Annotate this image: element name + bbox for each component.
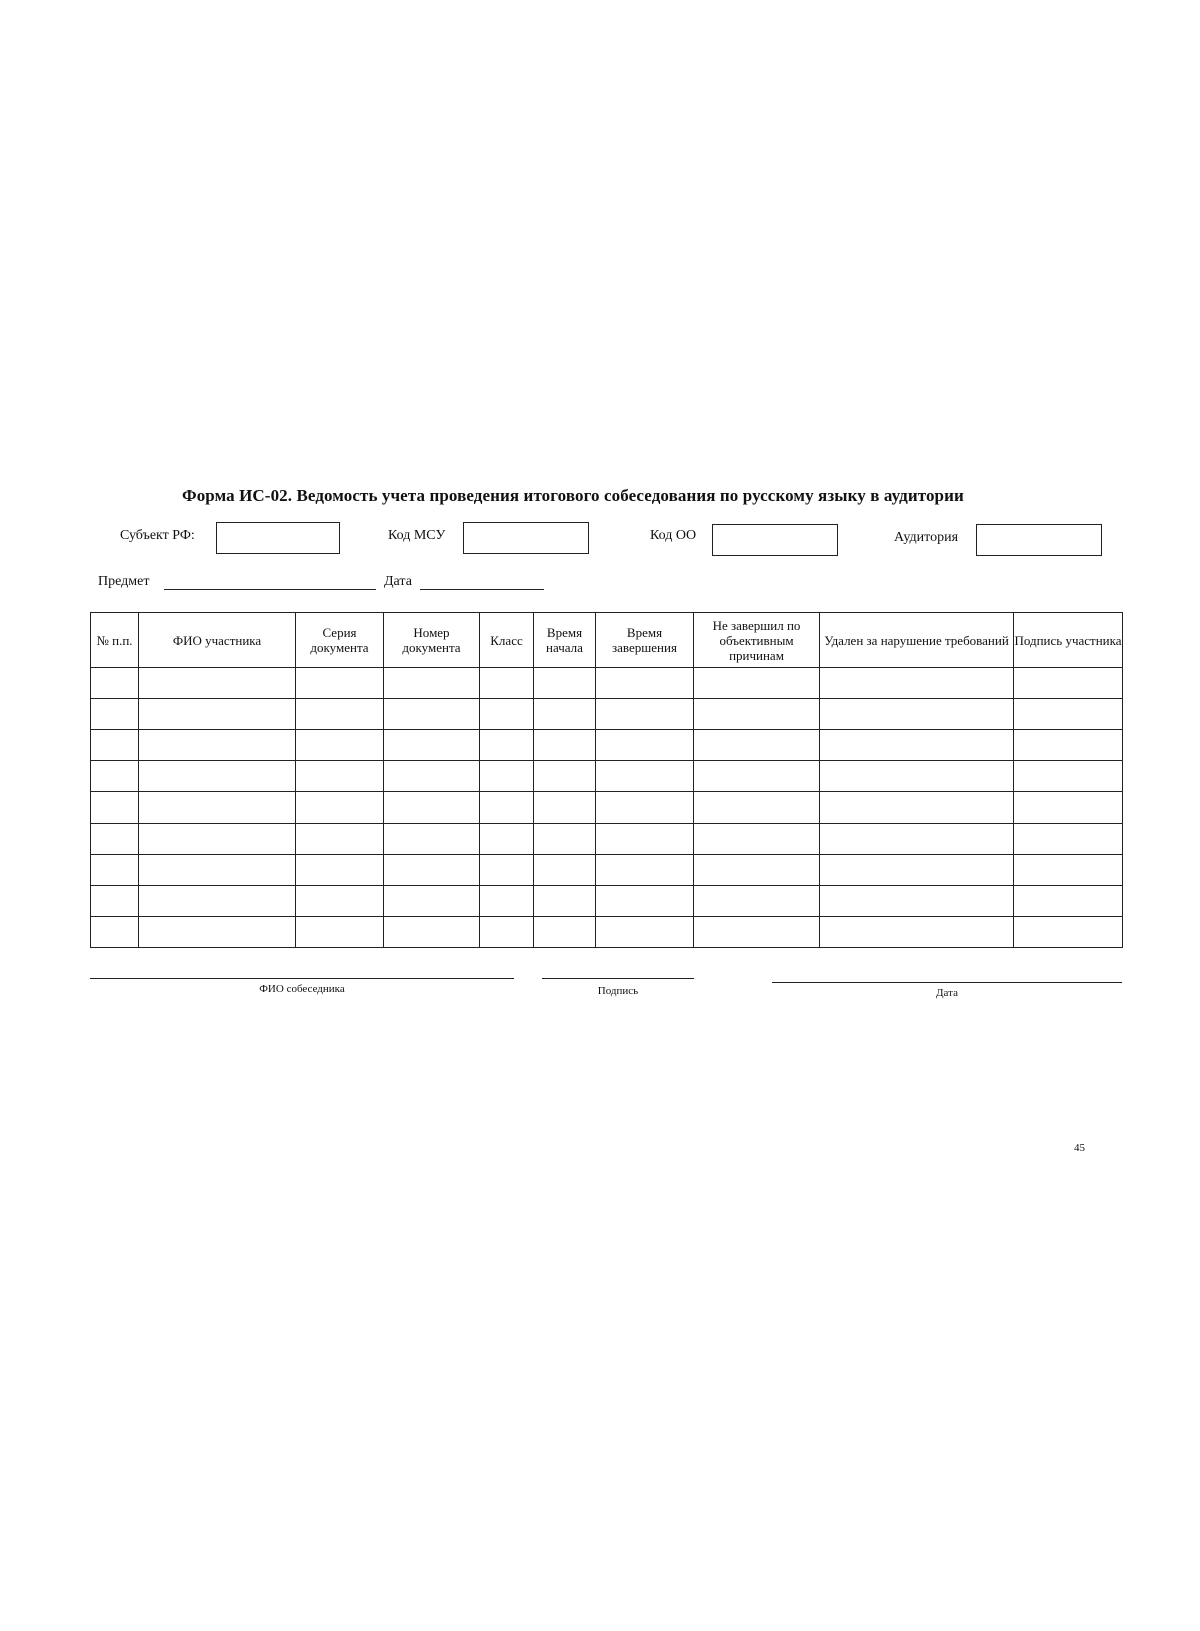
table-cell[interactable] [139, 699, 296, 730]
page-number: 45 [1074, 1142, 1085, 1154]
table-cell[interactable] [1014, 761, 1123, 792]
column-header: Не завершил по объективным причинам [694, 613, 820, 668]
oo-code-label: Код ОО [650, 528, 697, 543]
table-cell[interactable] [139, 885, 296, 916]
table-cell[interactable] [694, 730, 820, 761]
table-cell[interactable] [296, 730, 384, 761]
auditorium-label: Аудитория [894, 530, 959, 545]
table-cell[interactable] [596, 823, 694, 854]
table-cell[interactable] [480, 730, 534, 761]
table-cell[interactable] [91, 854, 139, 885]
table-cell[interactable] [1014, 730, 1123, 761]
table-cell[interactable] [596, 761, 694, 792]
column-header: Класс [480, 613, 534, 668]
table-row [91, 730, 1123, 761]
table-cell[interactable] [384, 854, 480, 885]
table-cell[interactable] [480, 885, 534, 916]
signature-label: Подпись [597, 985, 639, 997]
oo-code-field[interactable] [712, 524, 838, 556]
journal-table [90, 612, 1123, 948]
table-row [91, 699, 1123, 730]
table-cell[interactable] [534, 668, 596, 699]
table-cell[interactable] [296, 668, 384, 699]
table-cell[interactable] [139, 854, 296, 885]
table-cell[interactable] [139, 730, 296, 761]
table-cell[interactable] [1014, 916, 1123, 947]
table-cell[interactable] [820, 854, 1014, 885]
table-cell[interactable] [296, 823, 384, 854]
column-header: Серия документа [296, 613, 384, 668]
subject-rf-field[interactable] [216, 522, 340, 554]
date-line[interactable] [420, 589, 544, 590]
table-cell[interactable] [820, 885, 1014, 916]
table-cell[interactable] [296, 885, 384, 916]
table-cell[interactable] [91, 823, 139, 854]
column-header: № п.п. [91, 613, 139, 668]
date-line-label: Дата [384, 574, 412, 589]
table-cell[interactable] [139, 761, 296, 792]
column-header: ФИО участника [139, 613, 296, 668]
table-row [91, 823, 1123, 854]
table-cell[interactable] [596, 699, 694, 730]
subject-line-label: Предмет [98, 574, 150, 589]
table-cell[interactable] [534, 792, 596, 823]
msu-code-field[interactable] [463, 522, 589, 554]
table-cell[interactable] [91, 730, 139, 761]
table-cell[interactable] [384, 761, 480, 792]
table-cell[interactable] [534, 854, 596, 885]
table-cell[interactable] [1014, 792, 1123, 823]
table-cell[interactable] [1014, 854, 1123, 885]
table-cell[interactable] [694, 761, 820, 792]
table-cell[interactable] [694, 916, 820, 947]
table-cell[interactable] [820, 699, 1014, 730]
table-cell[interactable] [384, 792, 480, 823]
table-cell[interactable] [480, 854, 534, 885]
column-header: Удален за нарушение требований [820, 613, 1014, 668]
subject-line[interactable] [164, 589, 376, 590]
table-cell[interactable] [139, 916, 296, 947]
column-header: Время завершения [596, 613, 694, 668]
table-cell[interactable] [139, 792, 296, 823]
table-cell[interactable] [534, 761, 596, 792]
table-cell[interactable] [1014, 668, 1123, 699]
table-cell[interactable] [1014, 885, 1123, 916]
table-cell[interactable] [694, 792, 820, 823]
table-cell[interactable] [694, 668, 820, 699]
table-cell[interactable] [480, 699, 534, 730]
table-cell[interactable] [694, 885, 820, 916]
table-cell[interactable] [694, 823, 820, 854]
table-cell[interactable] [296, 854, 384, 885]
table-row [91, 792, 1123, 823]
table-cell[interactable] [596, 792, 694, 823]
form-title: Форма ИС-02. Ведомость учета проведения итогового собеседования по русскому языку в аудитории [182, 486, 964, 505]
table-cell[interactable] [820, 916, 1014, 947]
table-cell[interactable] [596, 854, 694, 885]
table-header-row [91, 613, 1123, 668]
table-cell[interactable] [534, 699, 596, 730]
table-cell[interactable] [480, 823, 534, 854]
auditorium-field[interactable] [976, 524, 1102, 556]
table-cell[interactable] [534, 730, 596, 761]
date-signature-line[interactable] [772, 982, 1122, 983]
table-cell[interactable] [91, 916, 139, 947]
table-cell[interactable] [480, 792, 534, 823]
table-cell[interactable] [534, 916, 596, 947]
table-cell[interactable] [820, 761, 1014, 792]
table-cell[interactable] [820, 668, 1014, 699]
table-cell[interactable] [296, 699, 384, 730]
table-cell[interactable] [91, 699, 139, 730]
table-cell[interactable] [480, 761, 534, 792]
table-cell[interactable] [296, 761, 384, 792]
table-cell[interactable] [91, 792, 139, 823]
msu-code-label: Код МСУ [388, 528, 446, 543]
table-cell[interactable] [139, 823, 296, 854]
table-cell[interactable] [91, 885, 139, 916]
table-row [91, 916, 1123, 947]
table-row [91, 854, 1123, 885]
table-cell[interactable] [384, 916, 480, 947]
table-cell[interactable] [384, 699, 480, 730]
column-header: Подпись участника [1014, 613, 1123, 668]
column-header: Время начала [534, 613, 596, 668]
table-row [91, 761, 1123, 792]
table-cell[interactable] [384, 730, 480, 761]
table-cell[interactable] [91, 761, 139, 792]
table-cell[interactable] [384, 823, 480, 854]
table-cell[interactable] [296, 792, 384, 823]
table-cell[interactable] [596, 668, 694, 699]
table-cell[interactable] [91, 668, 139, 699]
table-row [91, 668, 1123, 699]
table-cell[interactable] [296, 916, 384, 947]
signature-line[interactable] [542, 978, 694, 979]
table-cell[interactable] [534, 823, 596, 854]
table-cell[interactable] [384, 885, 480, 916]
table-cell[interactable] [139, 668, 296, 699]
table-cell[interactable] [694, 699, 820, 730]
table-cell[interactable] [480, 916, 534, 947]
table-cell[interactable] [384, 668, 480, 699]
table-cell[interactable] [694, 854, 820, 885]
table-cell[interactable] [1014, 823, 1123, 854]
table-cell[interactable] [1014, 699, 1123, 730]
interviewer-name-label: ФИО собеседника [259, 983, 345, 995]
table-cell[interactable] [480, 668, 534, 699]
subject-rf-label: Субъект РФ: [120, 528, 195, 543]
table-row [91, 885, 1123, 916]
table-cell[interactable] [596, 730, 694, 761]
interviewer-name-line[interactable] [90, 978, 514, 979]
table-cell[interactable] [820, 730, 1014, 761]
date-signature-label: Дата [936, 987, 958, 999]
column-header: Номер документа [384, 613, 480, 668]
table-cell[interactable] [596, 885, 694, 916]
table-cell[interactable] [596, 916, 694, 947]
table-cell[interactable] [820, 823, 1014, 854]
table-cell[interactable] [534, 885, 596, 916]
table-cell[interactable] [820, 792, 1014, 823]
